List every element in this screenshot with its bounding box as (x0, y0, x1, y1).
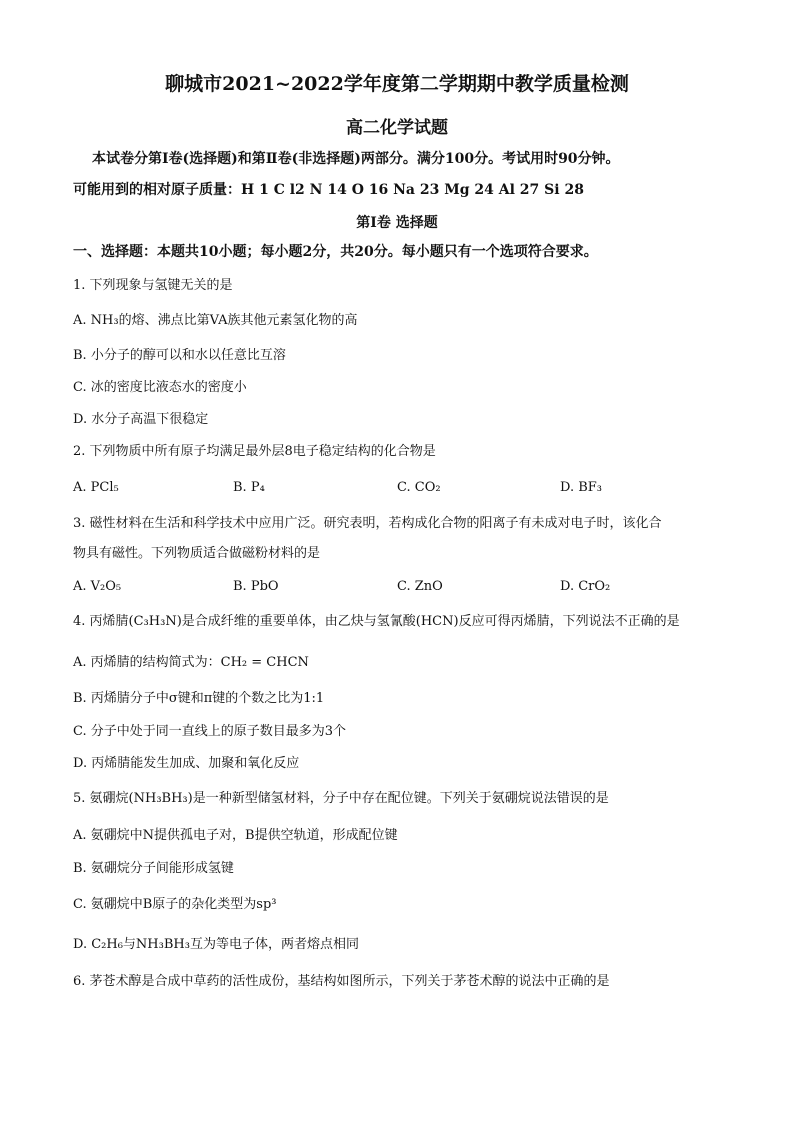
exam-subtitle: 高二化学试题 (346, 118, 448, 138)
atomic-masses: 可能用到的相对原子质量：H 1 C l2 N 14 O 16 Na 23 Mg 24 Al 27 Si 28 (73, 182, 584, 198)
exam-intro: 本试卷分第Ⅰ卷(选择题)和第Ⅱ卷(非选择题)两部分。满分100分。考试用时90分钟。 (92, 151, 620, 167)
q3-stem-line2: 物具有磁性。下列物质适合做磁粉材料的是 (73, 546, 321, 561)
q2-option-b: B. P₄ (233, 480, 265, 495)
q4-option-b: B. 丙烯腈分子中σ键和π键的个数之比为1:1 (73, 691, 325, 706)
q1-option-d: D. 水分子高温下很稳定 (73, 412, 209, 427)
q3-stem-line1: 3. 磁性材料在生活和科学技术中应用广泛。研究表明，若构成化合物的阳离子有未成对电子时，该化合 (73, 516, 662, 531)
q4-option-c: C. 分子中处于同一直线上的原子数目最多为3个 (73, 724, 347, 739)
q2-option-c: C. CO₂ (397, 480, 441, 495)
q5-option-c: C. 氨硼烷中B原子的杂化类型为sp³ (73, 897, 277, 912)
q5-option-a: A. 氨硼烷中N提供孤电子对，B提供空轨道，形成配位键 (73, 828, 398, 843)
section-title: 第Ⅰ卷 选择题 (356, 215, 438, 231)
q5-option-d: D. C₂H₆与NH₃BH₃互为等电子体，两者熔点相同 (73, 937, 359, 952)
q1-stem: 1. 下列现象与氢键无关的是 (73, 278, 233, 293)
q2-stem: 2. 下列物质中所有原子均满足最外层8电子稳定结构的化合物是 (73, 444, 436, 459)
q3-option-b: B. PbO (233, 579, 279, 594)
q5-option-b: B. 氨硼烷分子间能形成氢键 (73, 861, 234, 876)
q3-option-a: A. V₂O₅ (73, 579, 122, 594)
q3-option-d: D. CrO₂ (560, 579, 611, 594)
q3-option-c: C. ZnO (397, 579, 443, 594)
q4-option-d: D. 丙烯腈能发生加成、加聚和氧化反应 (73, 756, 300, 771)
q1-option-c: C. 冰的密度比液态水的密度小 (73, 380, 247, 395)
q2-option-a: A. PCl₅ (73, 480, 119, 495)
q6-stem: 6. 茅苍术醇是合成中草药的活性成份，基结构如图所示，下列关于茅苍术醇的说法中正确的是 (73, 974, 610, 989)
q1-option-a: A. NH₃的熔、沸点比第VA族其他元素氢化物的高 (73, 313, 358, 328)
section-instructions: 一、选择题：本题共10小题；每小题2分，共20分。每小题只有一个选项符合要求。 (73, 244, 598, 260)
q4-stem: 4. 丙烯腈(C₃H₃N)是合成纤维的重要单体，由乙炔与氢氰酸(HCN)反应可得丙烯腈，下列说法不正确的是 (73, 614, 680, 629)
q1-option-b: B. 小分子的醇可以和水以任意比互溶 (73, 348, 286, 363)
q5-stem: 5. 氨硼烷(NH₃BH₃)是一种新型储氢材料，分子中存在配位键。下列关于氨硼烷说法错误的是 (73, 791, 609, 806)
q2-option-d: D. BF₃ (560, 480, 603, 495)
q4-option-a: A. 丙烯腈的结构简式为：CH₂ = CHCN (73, 655, 309, 670)
exam-title: 聊城市2021~2022学年度第二学期期中教学质量检测 (165, 73, 629, 95)
